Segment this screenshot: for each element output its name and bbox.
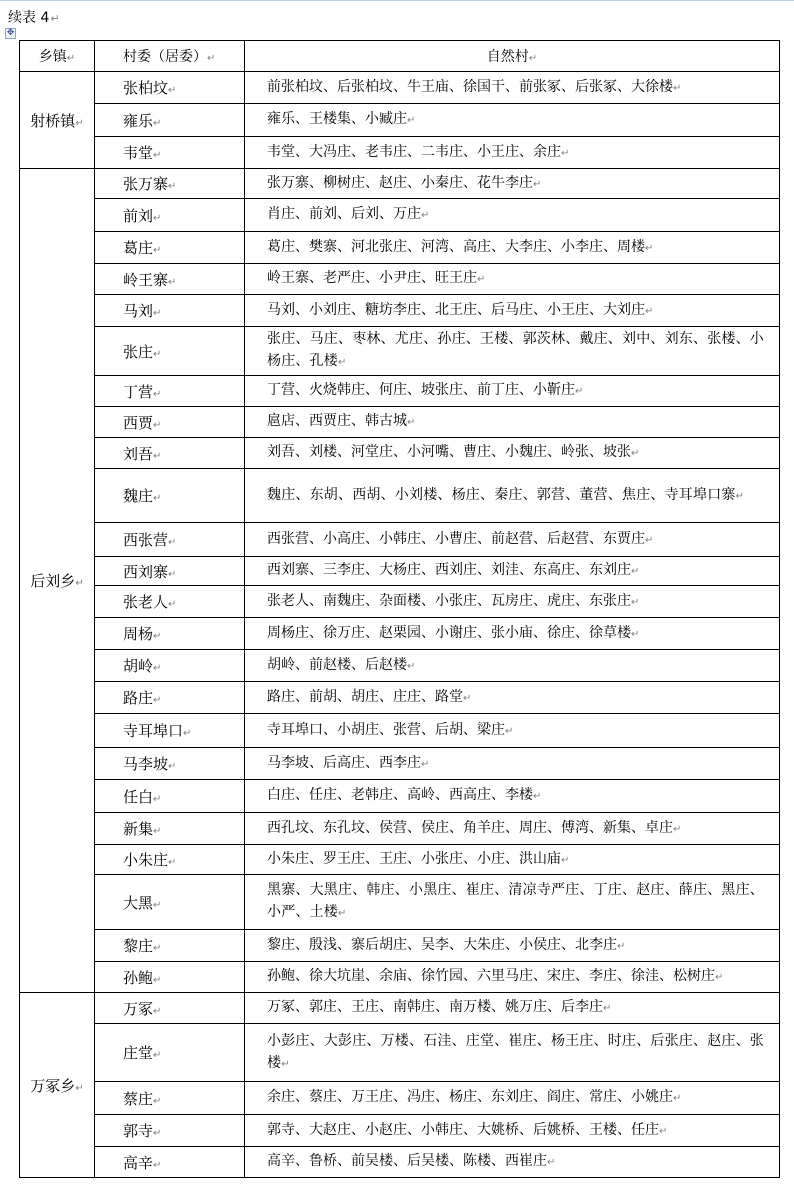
table-row	[20, 327, 780, 376]
committee-name: 刘吾	[123, 444, 154, 463]
natural-villages-text: 扈店、西贾庄、韩古城	[267, 413, 407, 429]
table-row	[20, 650, 780, 682]
natural-villages-cell: 张老人、南魏庄、杂面楼、小张庄、瓦房庄、虎庄、东张庄↵	[245, 586, 780, 618]
table-row	[20, 618, 780, 650]
table-row	[20, 72, 780, 104]
committee-cell: 高辛↵	[95, 1147, 245, 1178]
natural-villages-text: 肖庄、前刘、后刘、万庄	[267, 206, 421, 222]
table-row	[20, 469, 780, 523]
natural-villages-cell: 马李坡、后高庄、西李庄↵	[245, 748, 780, 780]
table-row	[20, 962, 780, 993]
natural-villages-cell: 刘吾、刘楼、河堂庄、小河嘴、曹庄、小魏庄、岭张、坡张↵	[245, 438, 780, 469]
committee-cell: 张柏坟↵	[95, 72, 245, 104]
table-row	[20, 295, 780, 327]
table-row	[20, 264, 780, 295]
committee-cell: 任白↵	[95, 780, 245, 813]
natural-villages-cell: 马刘、小刘庄、糖坊李庄、北王庄、后马庄、小王庄、大刘庄↵	[245, 295, 780, 327]
natural-villages-cell: 张庄、马庄、枣林、尤庄、孙庄、王楼、郭茨林、戴庄、刘中、刘东、张楼、小杨庄、孔楼↵	[245, 327, 780, 376]
committee-name: 任白	[123, 787, 154, 806]
committee-name: 高辛	[123, 1153, 154, 1172]
table-row	[20, 137, 780, 169]
natural-villages-text: 万冢、郭庄、王庄、南韩庄、南万楼、姚万庄、后李庄	[267, 999, 603, 1015]
natural-villages-cell: 路庄、前胡、胡庄、庄庄、路堂↵	[245, 682, 780, 714]
natural-villages-text: 孙鲍、徐大坑崖、余庙、徐竹园、六里马庄、宋庄、李庄、徐洼、松树庄	[267, 968, 715, 984]
natural-villages-cell: 胡岭、前赵楼、后赵楼↵	[245, 650, 780, 682]
committee-name: 西贾	[123, 413, 154, 432]
committee-cell: 西贾↵	[95, 407, 245, 438]
table-caption	[8, 9, 60, 28]
committee-cell: 西张营↵	[95, 523, 245, 557]
page-top-rule	[0, 0, 794, 1]
natural-villages-text: 岭王寨、老严庄、小尹庄、旺王庄	[267, 270, 477, 286]
committee-name: 张庄	[123, 342, 154, 361]
natural-villages-text: 白庄、任庄、老韩庄、高岭、西高庄、李楼	[267, 787, 533, 803]
committee-name: 张柏坟	[123, 79, 169, 97]
committee-name: 张老人	[123, 593, 169, 611]
committee-cell: 马李坡↵	[95, 748, 245, 780]
natural-villages-cell: 扈店、西贾庄、韩古城↵	[245, 407, 780, 438]
natural-villages-cell: 小朱庄、罗王庄、王庄、小张庄、小庄、洪山庙↵	[245, 845, 780, 875]
natural-villages-cell: 小彭庄、大彭庄、万楼、石洼、庄堂、崔庄、杨王庄、时庄、后张庄、赵庄、张楼↵	[245, 1024, 780, 1082]
committee-name: 胡岭	[123, 657, 154, 675]
committee-name: 岭王寨	[123, 270, 169, 289]
town-cell: 射桥镇↵	[20, 72, 95, 169]
table-move-handle-icon[interactable]: ✥	[6, 28, 15, 38]
committee-cell: 马刘↵	[95, 295, 245, 327]
natural-villages-text: 周杨庄、徐万庄、赵栗园、小谢庄、张小庙、徐庄、徐草楼	[267, 624, 631, 641]
natural-villages-cell: 郭寺、大赵庄、小赵庄、小韩庄、大姚桥、后姚桥、王楼、任庄↵	[245, 1115, 780, 1147]
natural-villages-text: 张万寨、柳树庄、赵庄、小秦庄、花牛李庄	[267, 174, 533, 191]
natural-villages-cell: 白庄、任庄、老韩庄、高岭、西高庄、李楼↵	[245, 780, 780, 813]
committee-cell: 周杨↵	[95, 618, 245, 650]
committee-name: 蔡庄	[123, 1089, 154, 1108]
committee-name: 庄堂	[123, 1044, 154, 1062]
committee-cell: 韦堂↵	[95, 137, 245, 169]
town-cell: 后刘乡↵	[20, 169, 95, 993]
natural-villages-cell: 魏庄、东胡、西胡、小刘楼、杨庄、秦庄、郭营、董营、焦庄、寺耳埠口寨↵	[245, 469, 780, 523]
natural-villages-text: 黎庄、殷浅、寨后胡庄、吴李、大朱庄、小侯庄、北李庄	[267, 936, 617, 953]
table-row	[20, 169, 780, 199]
town-name: 后刘乡	[30, 572, 76, 590]
table-row	[20, 104, 780, 137]
table-row	[20, 993, 780, 1024]
table-row	[20, 780, 780, 813]
committee-name: 小朱庄	[123, 851, 169, 869]
committee-name: 新集	[123, 820, 154, 838]
table-row	[20, 586, 780, 618]
natural-villages-text: 马李坡、后高庄、西李庄	[267, 754, 421, 771]
committee-cell: 岭王寨↵	[95, 264, 245, 295]
header-row	[20, 41, 780, 72]
natural-villages-cell: 孙鲍、徐大坑崖、余庙、徐竹园、六里马庄、宋庄、李庄、徐洼、松树庄↵	[245, 962, 780, 993]
committee-cell: 胡岭↵	[95, 650, 245, 682]
header-committee: 村委（居委）↵	[95, 41, 245, 72]
header-natural-village: 自然村↵	[245, 41, 780, 72]
natural-villages-cell: 岭王寨、老严庄、小尹庄、旺王庄↵	[245, 264, 780, 295]
natural-villages-cell: 西张营、小高庄、小韩庄、小曹庄、前赵营、后赵营、东贾庄↵	[245, 523, 780, 557]
natural-villages-text: 西张营、小高庄、小韩庄、小曹庄、前赵营、后赵营、东贾庄	[267, 530, 645, 547]
table-row	[20, 199, 780, 232]
table-row	[20, 407, 780, 438]
natural-villages-text: 西刘寨、三李庄、大杨庄、西刘庄、刘洼、东高庄、东刘庄	[267, 562, 631, 578]
natural-villages-text: 胡岭、前赵楼、后赵楼	[267, 656, 407, 673]
committee-name: 西张营	[123, 531, 169, 549]
table-row	[20, 714, 780, 748]
natural-villages-text: 西孔坟、东孔坟、侯营、侯庄、角羊庄、周庄、傅湾、新集、卓庄	[267, 819, 673, 836]
committee-cell: 万冢↵	[95, 993, 245, 1024]
table-row	[20, 438, 780, 469]
natural-villages-text: 寺耳埠口、小胡庄、张营、后胡、梁庄	[267, 721, 505, 738]
natural-villages-cell: 韦堂、大冯庄、老韦庄、二韦庄、小王庄、余庄↵	[245, 137, 780, 169]
natural-villages-cell: 前张柏坟、后张柏坟、牛王庙、徐国干、前张冢、后张冢、大徐楼↵	[245, 72, 780, 104]
committee-name: 雍乐	[123, 111, 154, 130]
natural-villages-text: 雍乐、王楼集、小臧庄	[267, 111, 407, 127]
natural-villages-cell: 黎庄、殷浅、寨后胡庄、吴李、大朱庄、小侯庄、北李庄↵	[245, 930, 780, 962]
natural-villages-cell: 葛庄、樊寨、河北张庄、河湾、高庄、大李庄、小李庄、周楼↵	[245, 232, 780, 264]
committee-name: 马刘	[123, 302, 154, 320]
committee-name: 万冢	[123, 999, 154, 1018]
committee-name: 葛庄	[123, 239, 154, 257]
natural-villages-text: 张老人、南魏庄、杂面楼、小张庄、瓦房庄、虎庄、东张庄	[267, 592, 631, 609]
table-row	[20, 523, 780, 557]
committee-name: 路庄	[123, 689, 154, 707]
committee-name: 孙鲍	[123, 968, 154, 987]
committee-name: 魏庄	[123, 487, 154, 505]
natural-villages-text: 郭寺、大赵庄、小赵庄、小韩庄、大姚桥、后姚桥、王楼、任庄	[267, 1121, 659, 1138]
table-row	[20, 930, 780, 962]
committee-cell: 大黑↵	[95, 875, 245, 930]
committee-cell: 郭寺↵	[95, 1115, 245, 1147]
committee-cell: 丁营↵	[95, 376, 245, 407]
natural-villages-cell: 雍乐、王楼集、小臧庄↵	[245, 104, 780, 137]
paragraph-mark-icon: ↵	[50, 12, 60, 25]
natural-villages-text: 余庄、蔡庄、万王庄、冯庄、杨庄、东刘庄、阎庄、常庄、小姚庄	[267, 1089, 673, 1105]
natural-villages-text: 高辛、鲁桥、前吴楼、后吴楼、陈楼、西崔庄	[267, 1153, 547, 1169]
committee-cell: 寺耳埠口↵	[95, 714, 245, 748]
natural-villages-cell: 高辛、鲁桥、前吴楼、后吴楼、陈楼、西崔庄↵	[245, 1147, 780, 1178]
natural-villages-cell: 周杨庄、徐万庄、赵栗园、小谢庄、张小庙、徐庄、徐草楼↵	[245, 618, 780, 650]
committee-cell: 新集↵	[95, 813, 245, 845]
town-name: 射桥镇	[30, 111, 76, 130]
natural-villages-cell: 黑寨、大黑庄、韩庄、小黑庄、崔庄、清凉寺严庄、丁庄、赵庄、薛庄、黑庄、小严、土楼↵	[245, 875, 780, 930]
table-row	[20, 813, 780, 845]
natural-villages-text: 黑寨、大黑庄、韩庄、小黑庄、崔庄、清凉寺严庄、丁庄、赵庄、薛庄、黑庄、小严、土楼	[267, 882, 764, 920]
natural-villages-text: 魏庄、东胡、西胡、小刘楼、杨庄、秦庄、郭营、董营、焦庄、寺耳埠口寨	[267, 486, 736, 503]
natural-villages-text: 葛庄、樊寨、河北张庄、河湾、高庄、大李庄、小李庄、周楼	[267, 238, 645, 255]
natural-villages-text: 前张柏坟、后张柏坟、牛王庙、徐国干、前张冢、后张冢、大徐楼	[267, 78, 673, 95]
table-row	[20, 557, 780, 586]
committee-cell: 刘吾↵	[95, 438, 245, 469]
town-cell: 万冢乡↵	[20, 993, 95, 1178]
table-row	[20, 1147, 780, 1178]
committee-cell: 庄堂↵	[95, 1024, 245, 1082]
natural-villages-cell: 万冢、郭庄、王庄、南韩庄、南万楼、姚万庄、后李庄↵	[245, 993, 780, 1024]
table-row	[20, 232, 780, 264]
natural-villages-text: 张庄、马庄、枣林、尤庄、孙庄、王楼、郭茨林、戴庄、刘中、刘东、张楼、小杨庄、孔楼	[267, 331, 764, 369]
committee-name: 马李坡	[123, 755, 169, 773]
committee-cell: 张万寨↵	[95, 169, 245, 199]
committee-name: 寺耳埠口	[123, 722, 184, 740]
natural-villages-text: 刘吾、刘楼、河堂庄、小河嘴、曹庄、小魏庄、岭张、坡张	[267, 444, 631, 460]
committee-name: 大黑	[123, 893, 154, 912]
committee-cell: 小朱庄↵	[95, 845, 245, 875]
committee-name: 郭寺	[123, 1122, 154, 1140]
natural-villages-cell: 西孔坟、东孔坟、侯营、侯庄、角羊庄、周庄、傅湾、新集、卓庄↵	[245, 813, 780, 845]
committee-name: 西刘寨	[123, 562, 169, 581]
committee-cell: 前刘↵	[95, 199, 245, 232]
natural-villages-text: 小朱庄、罗王庄、王庄、小张庄、小庄、洪山庙	[267, 850, 561, 867]
committee-cell: 路庄↵	[95, 682, 245, 714]
natural-villages-text: 韦堂、大冯庄、老韦庄、二韦庄、小王庄、余庄	[267, 143, 561, 160]
committee-name: 周杨	[123, 625, 154, 643]
header-town: 乡镇↵	[20, 41, 95, 72]
table-row	[20, 845, 780, 875]
committee-cell: 雍乐↵	[95, 104, 245, 137]
natural-villages-text: 丁营、火烧韩庄、何庄、坡张庄、前丁庄、小靳庄	[267, 382, 575, 398]
table-row	[20, 1115, 780, 1147]
committee-name: 前刘	[123, 206, 154, 225]
town-name: 万冢乡	[30, 1076, 76, 1095]
committee-cell: 黎庄↵	[95, 930, 245, 962]
natural-villages-text: 路庄、前胡、胡庄、庄庄、路堂	[267, 688, 463, 705]
natural-villages-cell: 余庄、蔡庄、万王庄、冯庄、杨庄、东刘庄、阎庄、常庄、小姚庄↵	[245, 1082, 780, 1115]
table-row	[20, 682, 780, 714]
committee-name: 丁营	[123, 382, 154, 401]
natural-villages-cell: 寺耳埠口、小胡庄、张营、后胡、梁庄↵	[245, 714, 780, 748]
natural-villages-text: 马刘、小刘庄、糖坊李庄、北王庄、后马庄、小王庄、大刘庄	[267, 301, 645, 318]
committee-name: 韦堂	[123, 144, 154, 162]
natural-villages-cell: 西刘寨、三李庄、大杨庄、西刘庄、刘洼、东高庄、东刘庄↵	[245, 557, 780, 586]
committee-name: 张万寨	[123, 175, 169, 193]
table-row	[20, 1082, 780, 1115]
natural-villages-text: 小彭庄、大彭庄、万楼、石洼、庄堂、崔庄、杨王庄、时庄、后张庄、赵庄、张楼	[267, 1032, 764, 1071]
table-row	[20, 748, 780, 780]
committee-cell: 西刘寨↵	[95, 557, 245, 586]
table-row	[20, 875, 780, 930]
committee-cell: 张庄↵	[95, 327, 245, 376]
table-row	[20, 376, 780, 407]
natural-villages-cell: 张万寨、柳树庄、赵庄、小秦庄、花牛李庄↵	[245, 169, 780, 199]
natural-villages-cell: 肖庄、前刘、后刘、万庄↵	[245, 199, 780, 232]
committee-cell: 孙鲍↵	[95, 962, 245, 993]
caption-text: 续表 4	[8, 10, 50, 26]
village-table	[19, 40, 780, 1178]
natural-villages-cell: 丁营、火烧韩庄、何庄、坡张庄、前丁庄、小靳庄↵	[245, 376, 780, 407]
committee-cell: 魏庄↵	[95, 469, 245, 523]
committee-cell: 张老人↵	[95, 586, 245, 618]
table-row	[20, 1024, 780, 1082]
committee-cell: 蔡庄↵	[95, 1082, 245, 1115]
committee-cell: 葛庄↵	[95, 232, 245, 264]
committee-name: 黎庄	[123, 937, 154, 955]
